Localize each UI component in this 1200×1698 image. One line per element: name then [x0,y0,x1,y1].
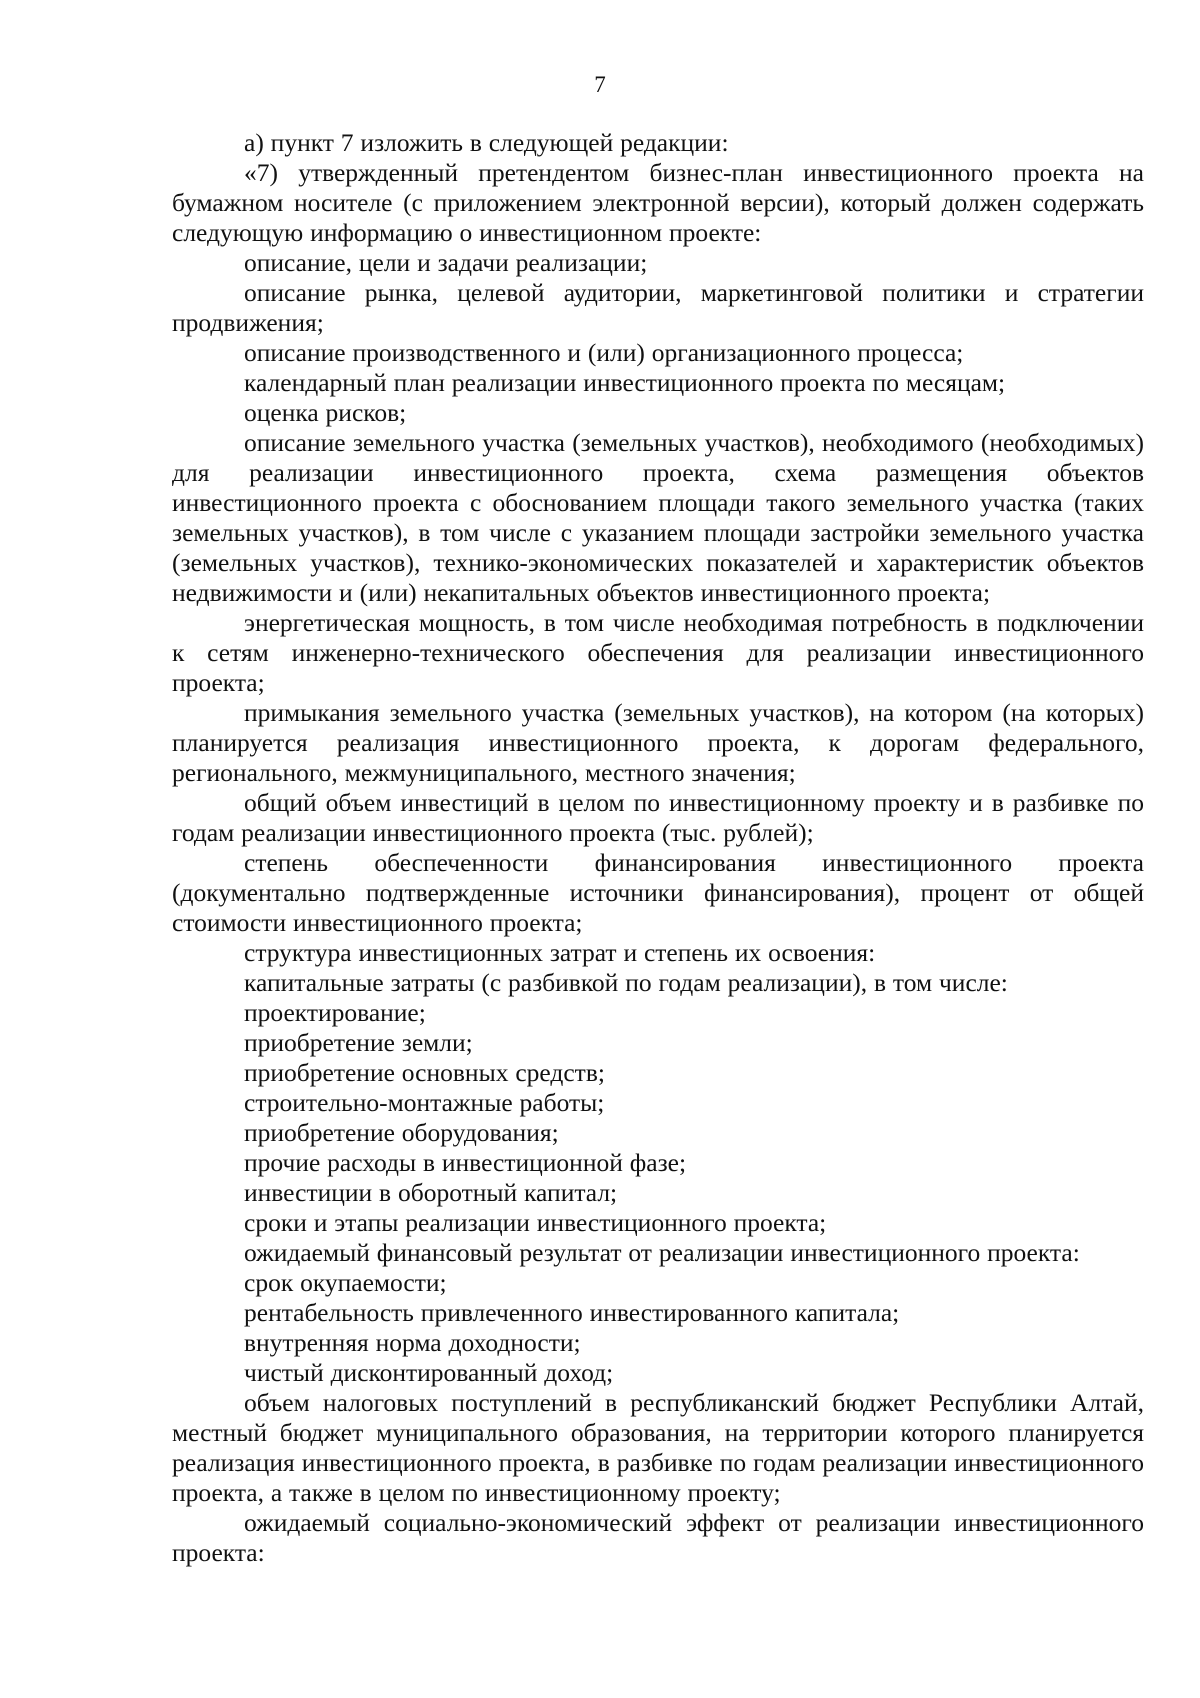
paragraph-process: описание производственного и (или) организационного процесса; [244,338,964,367]
paragraph-cost-structure: структура инвестиционных затрат и степень их освоения: [244,938,876,967]
paragraph-market: описание рынка, целевой аудитории, маркетинговой политики и стратегии продвижения; [172,278,1144,337]
paragraph-npv: чистый дисконтированный доход; [244,1358,614,1387]
paragraph-item-7: «7) утвержденный претендентом бизнес-план инвестиционного проекта на бумажном носителе (с приложением электронной версии), который должен содержать следующую информацию о инвестиционном проекте: [172,158,1144,247]
paragraph-calendar: календарный план реализации инвестиционного проекта по месяцам; [244,368,1006,397]
paragraph-construction: строительно-монтажные работы; [244,1088,605,1117]
paragraph-social-effect: ожидаемый социально-экономический эффект от реализации инвестиционного проекта: [172,1508,1144,1567]
paragraph-financing: степень обеспеченности финансирования инвестиционного проекта (документально подтвержденные источники финансирования), процент от общей стоимости инвестиционного проекта; [172,848,1144,937]
paragraph-land: описание земельного участка (земельных участков), необходимого (необходимых) для реализации инвестиционного проекта, схема размещения объектов инвестиционного проекта с обоснованием площади такого земельного участка (таких земельных участков), в том числе с указанием площади застройки земельного участка (земельных участков), технико-экономических показателей и характеристик объектов недвижимости и (или) некапитальных объектов инвестиционного проекта; [172,428,1144,607]
paragraph-fixed-assets: приобретение основных средств; [244,1058,605,1087]
document-body [172,128,1144,1568]
paragraph-intro: а) пункт 7 изложить в следующей редакции: [244,128,729,157]
paragraph-timeline: сроки и этапы реализации инвестиционного проекта; [244,1208,827,1237]
page-number: 7 [594,72,606,97]
paragraph-other-costs: прочие расходы в инвестиционной фазе; [244,1148,687,1177]
paragraph-payback: срок окупаемости; [244,1268,447,1297]
paragraph-tax-revenue: объем налоговых поступлений в республиканский бюджет Республики Алтай, местный бюджет муниципального образования, на территории которого планируется реализация инвестиционного проекта, в разбивке по годам реализации инвестиционного проекта, а также в целом по инвестиционному проекту; [172,1388,1144,1507]
paragraph-roads: примыкания земельного участка (земельных участков), на котором (на которых) планируется реализация инвестиционного проекта, к дорогам федерального, регионального, межмуниципального, местного значения; [172,698,1144,787]
paragraph-profitability: рентабельность привлеченного инвестированного капитала; [244,1298,900,1327]
paragraph-capex: капитальные затраты (с разбивкой по годам реализации), в том числе: [244,968,1008,997]
paragraph-design: проектирование; [244,998,426,1027]
paragraph-risks: оценка рисков; [244,398,407,427]
paragraph-financial-result: ожидаемый финансовый результат от реализации инвестиционного проекта: [244,1238,1080,1267]
paragraph-working-capital: инвестиции в оборотный капитал; [244,1178,618,1207]
paragraph-investment-volume: общий объем инвестиций в целом по инвестиционному проекту и в разбивке по годам реализации инвестиционного проекта (тыс. рублей); [172,788,1144,847]
paragraph-goals: описание, цели и задачи реализации; [244,248,648,277]
paragraph-energy: энергетическая мощность, в том числе необходимая потребность в подключении к сетям инженерно-технического обеспечения для реализации инвестиционного проекта; [172,608,1144,697]
paragraph-land-purchase: приобретение земли; [244,1028,473,1057]
paragraph-irr: внутренняя норма доходности; [244,1328,581,1357]
paragraph-equipment: приобретение оборудования; [244,1118,559,1147]
